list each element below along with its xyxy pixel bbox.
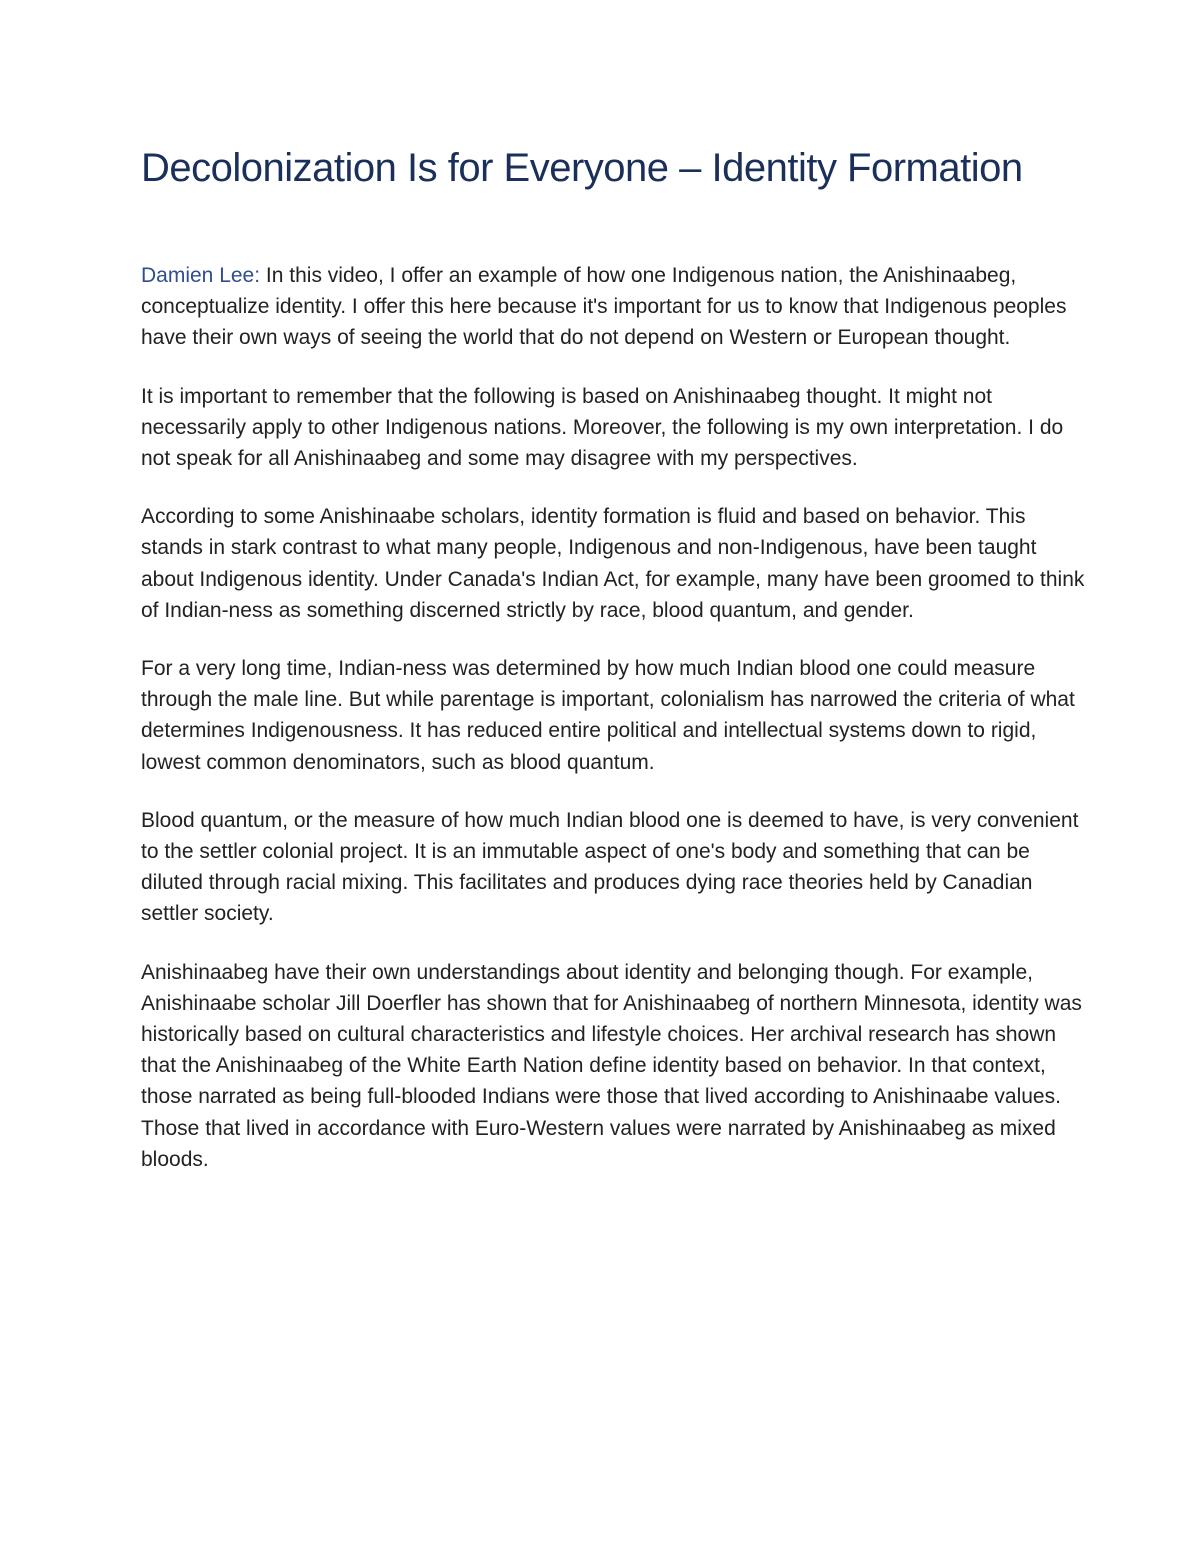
- speaker-name: Damien Lee:: [141, 264, 261, 287]
- paragraph: According to some Anishinaabe scholars, identity formation is fluid and based on behavior. This stands in stark contrast to what many people, Indigenous and non-Indigenous, have been taught about Indigenous identity. Under Canada's Indian Act, for example, many have been groomed to think of Indian-ness as something discerned strictly by race, blood quantum, and gender.: [141, 505, 1085, 622]
- paragraph-intro-text: In this video, I offer an example of how one Indigenous nation, the Anishinaabeg, conceptualize identity. I offer this here because it's important for us to know that Indigenous peoples have their own ways of seeing the world that do not depend on Western or European thought.: [141, 264, 1067, 350]
- paragraph: Blood quantum, or the measure of how much Indian blood one is deemed to have, is very convenient to the settler colonial project. It is an immutable aspect of one's body and something that can be diluted through racial mixing. This facilitates and produces dying race theories held by Canadian settler society.: [141, 808, 1079, 926]
- paragraph: For a very long time, Indian-ness was determined by how much Indian blood one could measure through the male line. But while parentage is important, colonialism has narrowed the criteria of what determines Indigenousness. It has reduced entire political and intellectual systems down to rigid, lowest common denominators, such as blood quantum.: [141, 657, 1075, 774]
- document-content: [141, 140, 1091, 1202]
- paragraph: Anishinaabeg have their own understandings about identity and belonging though. For example, Anishinaabe scholar Jill Doerfler has shown that for Anishinaabeg of northern Minnesota, identity was historically based on cultural characteristics and lifestyle choices. Her archival research has shown that the Anishinaabeg of the White Earth Nation define identity based on behavior. In that context, those narrated as being full-blooded Indians were those that lived according to Anishinaabe values. Those that lived in accordance with Euro-Western values were narrated by Anishinaabeg as mixed bloods.: [141, 960, 1082, 1171]
- document-body: [141, 260, 1091, 1175]
- document-title: Decolonization Is for Everyone – Identity Formation: [141, 146, 1023, 190]
- paragraph-intro: [141, 260, 1091, 354]
- paragraph: It is important to remember that the following is based on Anishinaabeg thought. It might not necessarily apply to other Indigenous nations. Moreover, the following is my own interpretation. I do not speak for all Anishinaabeg and some may disagree with my perspectives.: [141, 384, 1064, 471]
